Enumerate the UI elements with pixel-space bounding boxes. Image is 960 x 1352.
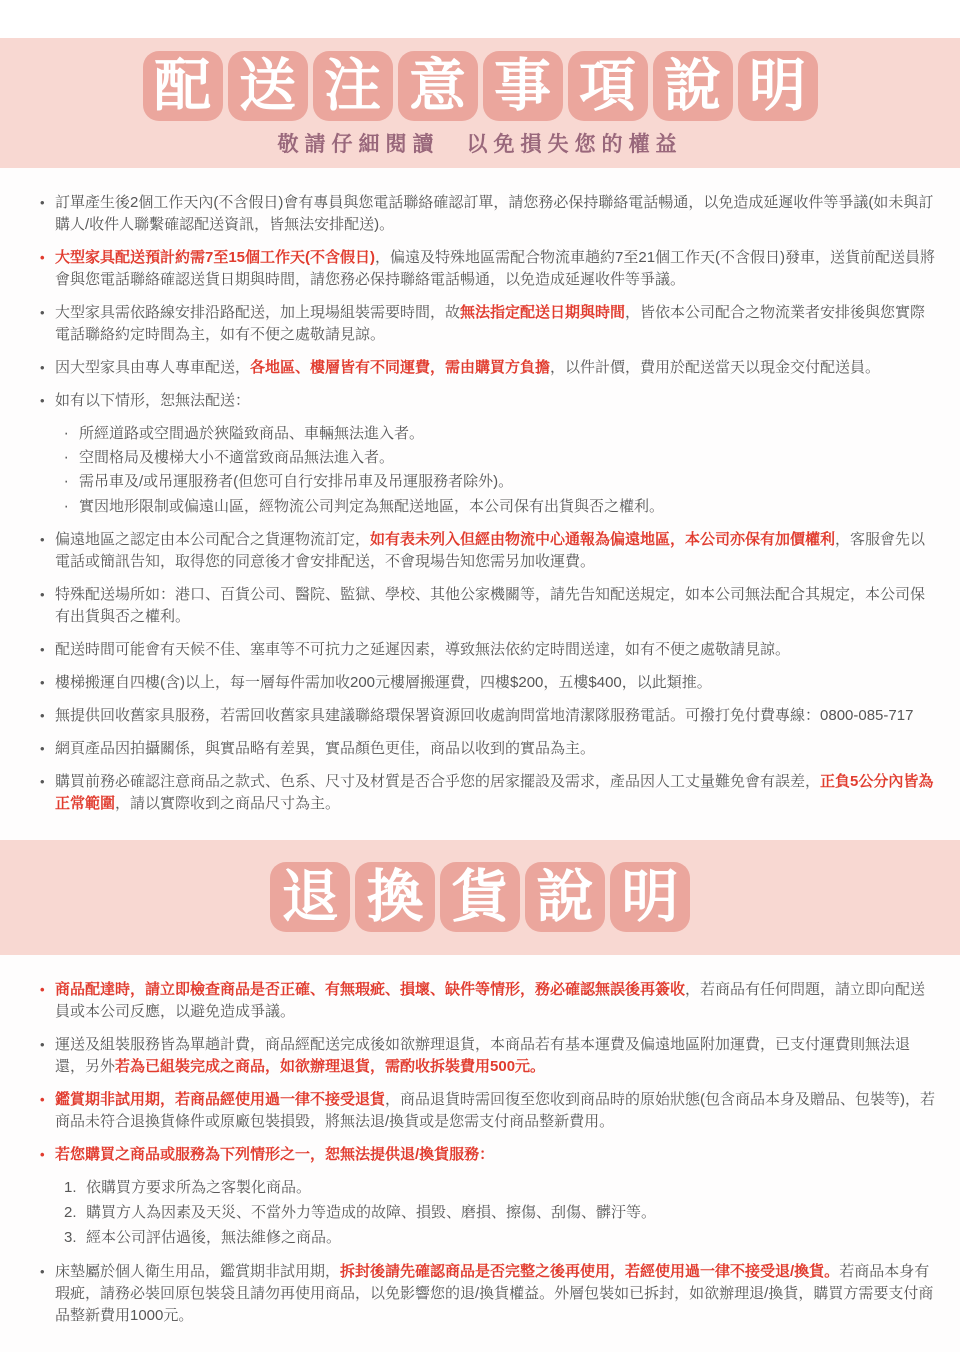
sub-bullet-item xyxy=(40,447,938,469)
item-text xyxy=(55,1144,938,1166)
item-text xyxy=(55,738,938,760)
title-char: 送 xyxy=(228,51,308,121)
plain-text: ，商品退貨時需回復至您收到商品時的原始狀態(包含商品本身及贈品、包裝等)，若商品未符合退換貨條件或原廠包裝損毀，將無法退/換貨或是您需支付商品整新費用。 xyxy=(55,1091,936,1131)
item-text xyxy=(55,357,938,379)
bullet-item xyxy=(40,672,938,694)
bullet-item xyxy=(40,247,938,291)
plain-text: 網頁產品因拍攝關係，與實品略有差異，實品顏色更佳，商品以收到的實品為主。 xyxy=(55,739,596,757)
plain-text: 實因地形限制或偏遠山區，經物流公司判定為無配送地區，本公司保有出貨與否之權利。 xyxy=(79,497,665,515)
plain-text: 樓梯搬運自四樓(含)以上，每一層每件需加收200元樓層搬運費，四樓$200，五樓$400，以此類推。 xyxy=(55,673,712,691)
bullet-item xyxy=(40,979,938,1023)
plain-text: 無提供回收舊家具服務，若需回收舊家具建議聯絡環保署資源回收處詢問當地清潔隊服務電話。可撥打免付費專線：0800-085-717 xyxy=(55,706,914,724)
plain-text: ，請以實際收到之商品尺寸為主。 xyxy=(115,794,341,812)
bullet-marker: • xyxy=(40,1092,45,1108)
highlighted-text: 如有表未列入但經由物流中心通報為偏遠地區，本公司亦保有加價權利 xyxy=(370,530,836,548)
item-number: 3. xyxy=(64,1229,77,1247)
item-text xyxy=(55,1089,938,1133)
plain-text: 經本公司評估過後，無法維修之商品。 xyxy=(86,1229,342,1247)
highlighted-text: 若為已組裝完成之商品，如欲辦理退貨，需酌收拆裝費用500元。 xyxy=(115,1058,546,1076)
highlighted-text: 無法指定配送日期與時間 xyxy=(460,304,626,322)
bullet-marker: • xyxy=(40,195,45,210)
highlighted-text: 商品配達時，請立即檢查商品是否正確、有無瑕疵、損壞、缺件等情形，務必確認無誤後再簽收 xyxy=(55,981,686,999)
item-text xyxy=(55,979,938,1023)
bullet-marker: ‧ xyxy=(64,474,69,491)
bullet-item xyxy=(40,705,938,727)
bullet-marker: • xyxy=(40,674,45,690)
item-text xyxy=(55,639,938,661)
title-char: 注 xyxy=(313,51,393,121)
item-text xyxy=(55,247,938,291)
item-number: 1. xyxy=(64,1179,77,1197)
bullet-marker: • xyxy=(40,305,45,321)
plain-text: 床墊屬於個人衛生用品，鑑賞期非試用期， xyxy=(55,1262,341,1280)
return-policy-header xyxy=(0,840,960,955)
delivery-notice-header xyxy=(0,38,960,168)
plain-text: ，偏遠及特殊地區需配合物流車趟約7至21個工作天(不含假日)發車，送貨前配送員將會與您電話聯絡確認送貨日期與時間，請您務必保持聯絡電話暢通，以免造成延遲收件等爭議。 xyxy=(55,249,936,289)
title-char: 意 xyxy=(398,51,478,121)
bullet-item xyxy=(40,390,938,412)
title-char: 配 xyxy=(143,51,223,121)
bullet-marker: ‧ xyxy=(64,498,69,515)
highlighted-text: 拆封後請先確認商品是否完整之後再使用，若經使用過一律不接受退/換貨。 xyxy=(340,1262,840,1280)
bullet-marker: ‧ xyxy=(64,426,69,443)
bullet-item xyxy=(40,302,938,346)
item-number: 2. xyxy=(64,1204,77,1222)
sub-bullet-item xyxy=(40,423,938,445)
plain-text: 依購買方要求所為之客製化商品。 xyxy=(86,1179,312,1197)
bullet-marker: • xyxy=(40,393,45,409)
plain-text: ，以件計價，費用於配送當天以現金交付配送員。 xyxy=(550,359,881,377)
bullet-item xyxy=(40,639,938,661)
plain-text: 大型家具需依路線安排沿路配送，加上現場組裝需要時間，故 xyxy=(55,304,461,322)
plain-text: 需吊車及/或吊運服務者(但您可自行安排吊車及吊運服務者除外)。 xyxy=(79,473,514,491)
title-char: 換 xyxy=(355,862,435,932)
item-text xyxy=(55,771,938,815)
plain-text: 如有以下情形，恕無法配送： xyxy=(55,392,251,410)
bullet-item xyxy=(40,1261,938,1327)
item-text xyxy=(55,672,938,694)
title-char: 項 xyxy=(568,51,648,121)
bullet-item xyxy=(40,1034,938,1078)
bullet-marker: • xyxy=(40,250,45,266)
bullet-item xyxy=(40,1089,938,1133)
bullet-item xyxy=(40,357,938,379)
delivery-notice-title xyxy=(0,51,960,121)
bullet-marker: • xyxy=(40,773,45,789)
bullet-item xyxy=(40,771,938,815)
item-text xyxy=(55,1261,938,1327)
plain-text: ，皆依本公司配合之物流業者安排後與您實際電話聯絡約定時間為主，如有不便之處敬請見諒。 xyxy=(55,304,926,344)
highlighted-text: 若您購買之商品或服務為下列情形之一，恕無法提供退/換貨服務： xyxy=(55,1146,495,1164)
title-char: 事 xyxy=(483,51,563,121)
bullet-marker: • xyxy=(40,982,45,998)
plain-text: 空間格局及樓梯大小不適當致商品無法進入者。 xyxy=(79,449,395,467)
bullet-marker: • xyxy=(40,531,45,547)
numbered-item xyxy=(40,1177,938,1199)
bullet-marker: • xyxy=(40,586,45,602)
bullet-marker: • xyxy=(40,1037,45,1053)
sub-bullet-item xyxy=(40,471,938,493)
top-margin xyxy=(0,0,960,38)
bullet-marker: • xyxy=(40,641,45,657)
plain-text: 所經道路或空間過於狹隘致商品、車輛無法進入者。 xyxy=(79,425,425,443)
bullet-marker: • xyxy=(40,1147,45,1163)
return-policy-body xyxy=(0,955,960,1352)
plain-text: 若商品本身有瑕疵，請務必裝回原包裝袋且請勿再使用商品，以免影響您的退/換貨權益。外層包裝如已拆封，如欲辦理退/換貨，購買方需要支付商品整新費用1000元。 xyxy=(55,1262,934,1324)
title-char: 退 xyxy=(270,862,350,932)
title-char: 貨 xyxy=(440,862,520,932)
item-text xyxy=(79,471,938,493)
item-text xyxy=(79,496,938,518)
title-char: 說 xyxy=(653,51,733,121)
item-text xyxy=(79,447,938,469)
item-text xyxy=(55,192,938,236)
plain-text: ，若商品有任何問題，請立即向配送員或本公司反應，以避免造成爭議。 xyxy=(55,981,926,1021)
delivery-notice-body xyxy=(0,168,960,840)
plain-text: 運送及組裝服務皆為單趟計費，商品經配送完成後如欲辦理退貨，本商品若有基本運費及偏遠地區附加運費，已支付運費則無法退還，另外 xyxy=(55,1036,911,1076)
plain-text: 特殊配送場所如：港口、百貨公司、醫院、監獄、學校、其他公家機關等，請先告知配送規定，如本公司無法配合其規定，本公司保有出貨與否之權利。 xyxy=(55,585,926,625)
title-char: 說 xyxy=(525,862,605,932)
item-text xyxy=(55,529,938,573)
item-text xyxy=(55,705,938,727)
item-text xyxy=(55,1034,938,1078)
highlighted-text: 鑑賞期非試用期，若商品經使用過一律不接受退貨 xyxy=(55,1091,386,1109)
plain-text: ，客服會先以電話或簡訊告知，取得您的同意後才會安排配送，不會現場告知您需另加收運費。 xyxy=(55,530,926,570)
bullet-item xyxy=(40,529,938,573)
item-text xyxy=(55,584,938,628)
bullet-item xyxy=(40,738,938,760)
numbered-item xyxy=(40,1227,938,1249)
item-text xyxy=(55,390,938,412)
bullet-marker: • xyxy=(40,740,45,756)
item-text xyxy=(86,1227,938,1249)
highlighted-text: 正負5公分內皆為正常範圍 xyxy=(55,772,934,812)
bullet-marker: ‧ xyxy=(64,450,69,467)
bullet-marker: • xyxy=(40,360,45,376)
bullet-item xyxy=(40,584,938,628)
item-text xyxy=(79,423,938,445)
return-policy-title xyxy=(0,862,960,932)
numbered-item xyxy=(40,1202,938,1224)
bullet-item xyxy=(40,192,938,236)
bullet-marker: • xyxy=(40,1263,45,1279)
plain-text: 因大型家具由專人專車配送， xyxy=(55,359,251,377)
bullet-marker: • xyxy=(40,707,45,723)
plain-text: 訂單產生後2個工作天內(不含假日)會有專員與您電話聯絡確認訂單，請您務必保持聯絡電話暢通，以免造成延遲收件等爭議(如未與訂購人/收件人聯繫確認配送資訊，皆無法安排配送)。 xyxy=(55,194,934,234)
title-char: 明 xyxy=(610,862,690,932)
highlighted-text: 各地區、樓層皆有不同運費，需由購買方負擔 xyxy=(250,359,551,377)
title-char: 明 xyxy=(738,51,818,121)
bullet-item xyxy=(40,1144,938,1166)
item-text xyxy=(55,302,938,346)
plain-text: 偏遠地區之認定由本公司配合之貨運物流訂定， xyxy=(55,530,371,548)
plain-text: 配送時間可能會有天候不佳、塞車等不可抗力之延遲因素，導致無法依約定時間送達，如有不便之處敬請見諒。 xyxy=(55,640,791,658)
item-text xyxy=(86,1177,938,1199)
highlighted-text: 大型家具配送預計約需7至15個工作天(不含假日) xyxy=(55,249,376,267)
plain-text: 購買前務必確認注意商品之款式、色系、尺寸及材質是否合乎您的居家擺設及需求，產品因人工丈量難免會有誤差， xyxy=(55,772,821,790)
item-text xyxy=(86,1202,938,1224)
plain-text: 購買方人為因素及天災、不當外力等造成的故障、損毀、磨損、擦傷、刮傷、髒汙等。 xyxy=(86,1204,657,1222)
delivery-notice-subtitle: 敬請仔細閱讀 以免損失您的權益 xyxy=(277,133,683,156)
sub-bullet-item xyxy=(40,496,938,518)
